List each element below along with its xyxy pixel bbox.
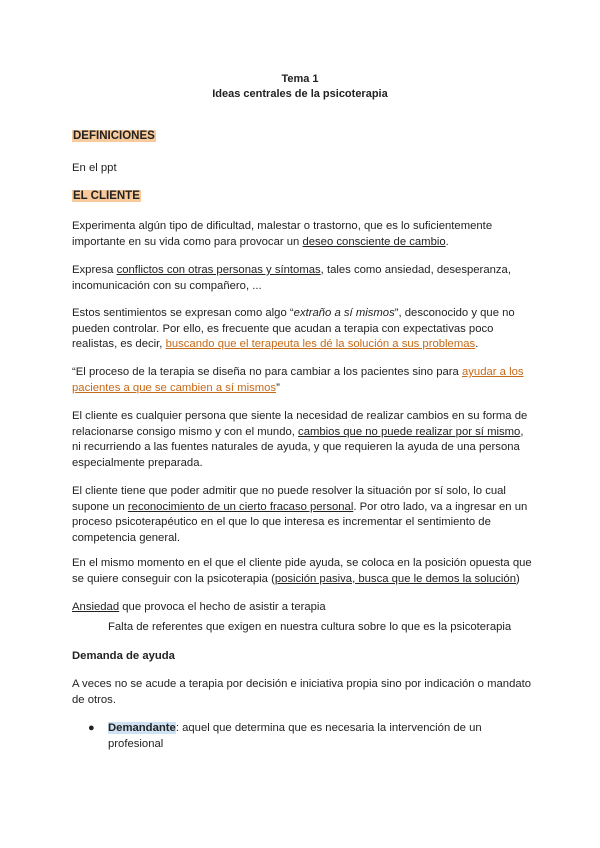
p5-underline: cambios que no puede realizar por sí mismo xyxy=(298,425,521,438)
heading-definiciones-text: DEFINICIONES xyxy=(73,130,155,142)
p3-text: Estos sentimientos se expresan como algo “ xyxy=(72,307,294,319)
paragraph-2 xyxy=(72,263,532,294)
p6-end: . Por otro lado, va a ingresar en un proceso psicoterapéutico en el que lo que interesa es incrementar el sentimiento de competencia general. xyxy=(72,500,528,544)
paragraph-3 xyxy=(72,306,532,353)
demanda-text: A veces no se acude a terapia por decisión e iniciativa propia sino por indicación o mandato de otros. xyxy=(72,678,532,706)
p4-text: “El proceso de la terapia se diseña no para cambiar a los pacientes sino para xyxy=(72,366,462,378)
p7-end: ) xyxy=(516,572,520,585)
p1-end: . xyxy=(445,235,449,248)
p8-text: que provoca el hecho de asistir a terapia xyxy=(119,601,326,613)
p2-end: , tales como ansiedad, desesperanza, incomunicación con su compañero, ... xyxy=(72,264,511,292)
p3-end: . xyxy=(475,338,479,350)
heading-el-cliente-text: EL CLIENTE xyxy=(73,190,140,202)
paragraph-6 xyxy=(72,484,532,546)
bullet-text: : aquel que determina que es necesaria la intervención de un profesional xyxy=(108,722,482,750)
paragraph-9-indented: Falta de referentes que exigen en nuestra cultura sobre lo que es la psicoterapia xyxy=(108,621,512,633)
paragraph-1 xyxy=(72,219,532,250)
paragraph-7 xyxy=(72,556,532,587)
bullet-icon: ● xyxy=(88,722,95,734)
p4-link[interactable]: ayudar a los pacientes a que se cambien a sí mismos xyxy=(72,366,524,394)
p8-underline: Ansiedad xyxy=(72,601,120,613)
bullet-term: Demandante xyxy=(108,722,176,734)
p1-underline: deseo consciente de cambio xyxy=(302,235,446,248)
p5-end: , ni recurriendo a las fuentes naturales de ayuda, y que requieren la ayuda de una persona especialmente preparada. xyxy=(72,425,524,469)
p7-underline: posición pasiva, busca que le demos la solución xyxy=(274,572,516,585)
p2-underline: conflictos con otras personas y síntomas xyxy=(116,264,321,276)
p3-middle: ”, desconocido y que no pueden controlar. Por ello, es frecuente que acudan a terapia con expectativas poco realistas, es decir, xyxy=(72,307,515,350)
p3-link[interactable]: buscando que el terapeuta les dé la solución a sus problemas xyxy=(165,338,476,350)
p5-text: El cliente es cualquier persona que siente la necesidad de realizar cambios en su forma de relacionarse consigo mismo y con el mundo, xyxy=(72,410,528,438)
paragraph-8 xyxy=(72,600,532,616)
heading-el-cliente xyxy=(72,189,532,205)
doc-title: Tema 1 xyxy=(281,73,319,85)
p3-italic: extraño a sí mismos xyxy=(293,307,395,319)
doc-subtitle: Ideas centrales de la psicoterapia xyxy=(212,88,388,100)
p1-text: Experimenta algún tipo de dificultad, malestar o trastorno, que es lo suficientemente importante en su vida como para provocar un xyxy=(72,220,493,248)
p7-text: En el mismo momento en el que el cliente pide ayuda, se coloca en la posición opuesta que se quiere conseguir con la psicoterapia ( xyxy=(72,557,532,585)
heading-demanda-de-ayuda: Demanda de ayuda xyxy=(72,650,175,662)
bullet-item-demandante xyxy=(108,721,528,752)
definiciones-text: En el ppt xyxy=(72,162,117,174)
paragraph-5 xyxy=(72,409,532,471)
paragraph-4-quote xyxy=(72,365,532,396)
heading-definiciones xyxy=(72,129,532,145)
p4-end: ” xyxy=(276,381,280,394)
p6-underline: reconocimiento de un cierto fracaso personal xyxy=(127,500,354,513)
p2-text: Expresa xyxy=(72,264,117,276)
p6-text: El cliente tiene que poder admitir que no puede resolver la situación por sí solo, lo cual supone un xyxy=(72,485,506,513)
